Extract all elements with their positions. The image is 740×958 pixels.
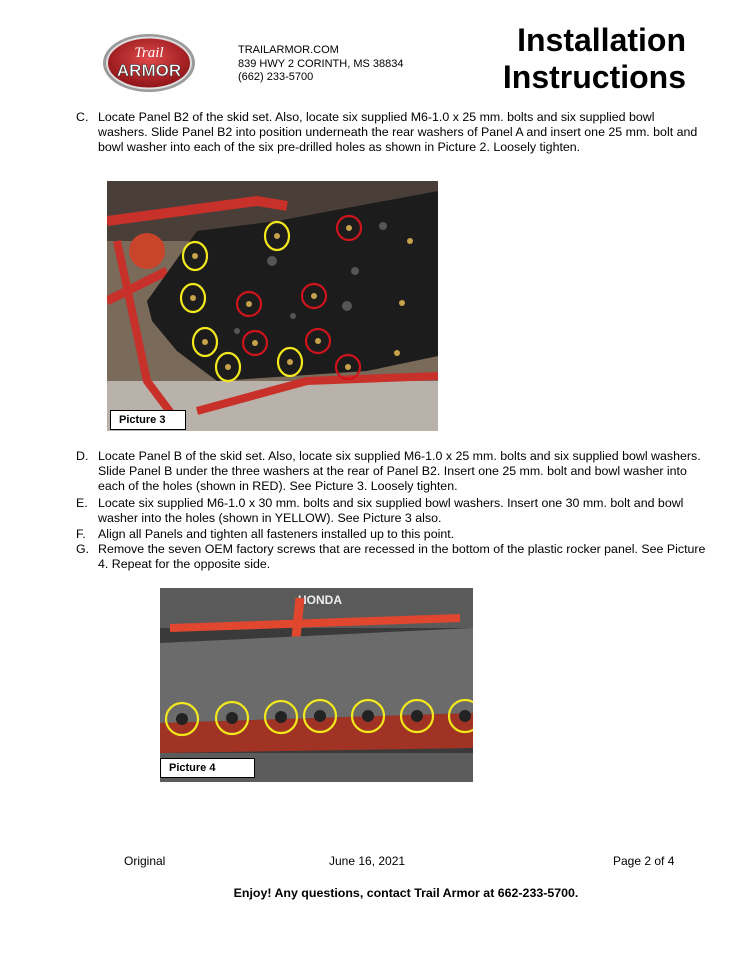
- step-letter: D.: [76, 449, 89, 463]
- picture-3-caption: Picture 3: [110, 410, 186, 430]
- picture-4-caption: Picture 4: [160, 758, 255, 778]
- step-g: [76, 542, 706, 572]
- step-text: Locate Panel B2 of the skid set. Also, locate six supplied M6-1.0 x 25 mm. bolts and six supplied bowl washers. Slide Panel B2 into position underneath the rear washers of Panel A and insert one 25 mm. bolt and bowl washer into each of the six pre-drilled holes as shown in Picture 2. Loosely tighten.: [98, 110, 698, 154]
- step-letter: C.: [76, 110, 89, 124]
- trail-armor-logo: [102, 32, 196, 94]
- step-text: Locate six supplied M6-1.0 x 30 mm. bolts and six supplied bowl washers. Insert one 30 mm. bolt and bowl washer into the holes (shown in YELLOW). See Picture 3 also.: [98, 496, 684, 525]
- step-letter: E.: [76, 496, 88, 510]
- step-e: [76, 496, 706, 526]
- footer-revision: Original: [124, 854, 166, 868]
- step-letter: G.: [76, 542, 90, 556]
- step-letter: F.: [76, 527, 86, 541]
- step-text: Remove the seven OEM factory screws that are recessed in the bottom of the plastic rocker panel. See Picture 4. Repeat for the opposite side.: [98, 542, 706, 571]
- footer-page-number: Page 2 of 4: [613, 854, 675, 868]
- company-website: TRAILARMOR.COM: [238, 44, 339, 56]
- page-title: [503, 22, 686, 96]
- step-c: [76, 110, 706, 155]
- company-address: 839 HWY 2 CORINTH, MS 38834: [238, 57, 404, 70]
- title-line-2: Instructions: [502, 59, 686, 95]
- logo-text-armor: ARMOR: [116, 61, 182, 80]
- company-phone: (662) 233-5700: [238, 71, 314, 83]
- picture-4-photo: [160, 588, 473, 782]
- logo-text-trail: Trail: [134, 45, 164, 61]
- step-f: [76, 527, 706, 542]
- company-info: [238, 44, 403, 85]
- footer-closing: Enjoy! Any questions, contact Trail Armor at 662-233-5700.: [233, 886, 579, 900]
- picture-3-photo: [107, 181, 438, 431]
- step-text: Align all Panels and tighten all fasteners installed up to this point.: [98, 527, 455, 541]
- honda-text: HONDA: [298, 593, 342, 607]
- title-line-1: Installation: [517, 22, 686, 58]
- step-d: [76, 449, 706, 494]
- step-text: Locate Panel B of the skid set. Also, locate six supplied M6-1.0 x 25 mm. bolts and six supplied bowl washers. Slide Panel B under the three washers at the rear of Panel B2. Insert one 25 mm. bolt and bowl washer into each of the holes (shown in RED). See Picture 3. Loosely tighten.: [98, 449, 701, 493]
- footer-date: June 16, 2021: [329, 854, 406, 868]
